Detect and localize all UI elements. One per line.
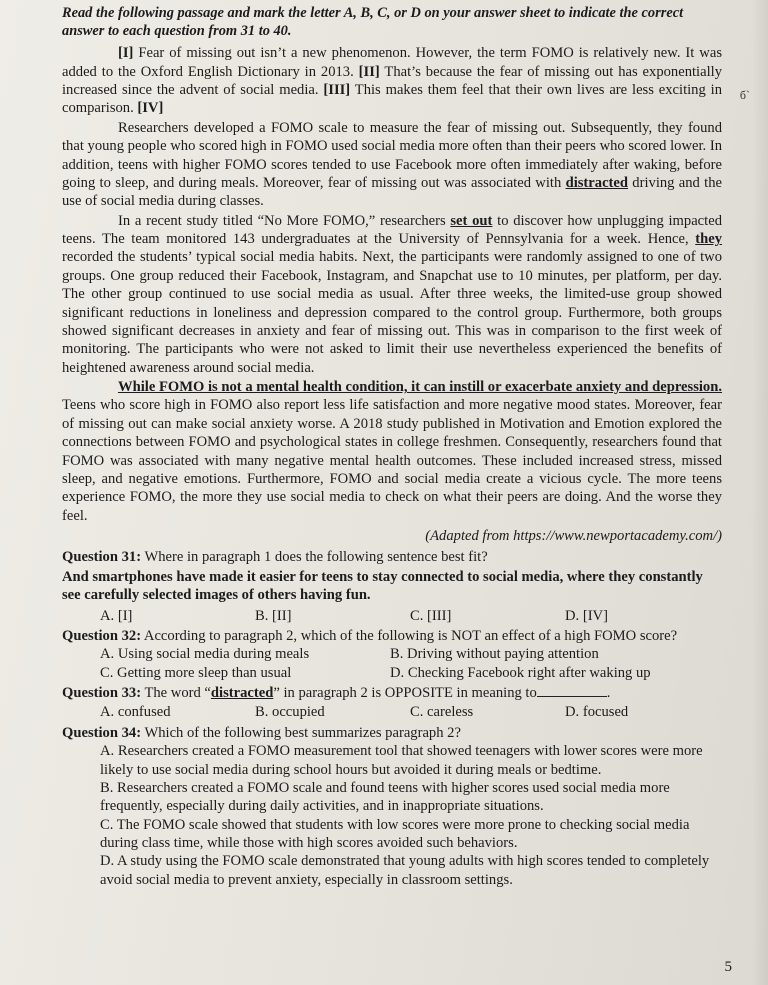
q31-text: Where in paragraph 1 does the following sentence best fit? [141,549,488,566]
q31-option-a[interactable]: A. [I] [100,607,133,624]
question-34 [62,724,722,889]
q32-option-c[interactable]: C. Getting more sleep than usual [100,664,292,681]
q33-text-2: ” in paragraph 2 is OPPOSITE in meaning to [273,685,537,702]
q32-option-b[interactable]: B. Driving without paying attention [390,646,599,663]
p3-text-2: to discover how unplugging impacted teens. The team monitored 143 undergraduates at the University of Pennsylvania for a week. Hence, [62,212,722,248]
q31-label: Question 31: [62,549,142,566]
q34-option-a[interactable]: A. Researchers created a FOMO measurement tool that showed teenagers with lower scores were more likely to use social media during school hours but avoided it during meals or bedtime. [100,743,703,778]
marker-3: [III] [323,82,351,99]
q31-option-c[interactable]: C. [III] [410,607,452,624]
source-citation: (Adapted from https://www.newportacademy.com/) [425,528,722,545]
paragraph-1 [62,44,722,118]
question-31 [62,548,722,625]
underlined-sentence: While FOMO is not a mental health condition, it can instill or exacerbate anxiety and depression. [118,379,722,396]
q32-label: Question 32: [62,627,142,644]
p2-text-2: driving and the use of social media during classes. [62,174,722,210]
q32-option-d[interactable]: D. Checking Facebook right after waking up [390,664,651,681]
q34-text: Which of the following best summarizes paragraph 2? [141,724,461,741]
q32-options-row-2 [62,664,722,682]
q33-option-a[interactable]: A. confused [100,704,171,721]
p3-text-3: recorded the students’ typical social media habits. Next, the participants were randomly assigned to one of two groups. One group reduced their Facebook, Instagram, and Snapchat use to 10 minutes, per platform, per day. The other group continued to use social media as usual. After three weeks, the limited-use group showed significant reductions in loneliness and depression compared to the control group. Furthermore, both groups showed significant decreases in anxiety and fear of missing out. This was in comparison to the first week of monitoring. The participants who were not asked to limit their use nevertheless experienced the benefits of heightened awareness around social media. [62,249,722,376]
marker-4: [IV] [137,100,164,117]
word-distracted: distracted [565,174,628,191]
q33-word: distracted [210,685,274,702]
p2-text-1: Researchers developed a FOMO scale to measure the fear of missing out. Subsequently, they found that young people who scored high in FOMO used social media more often than their peers who scored lower. In addition, teens with higher FOMO scores tended to use Facebook more often immediately after waking, before going to sleep, and during meals. Moreover, fear of missing out was associated with [62,119,722,191]
q32-options-row-1 [62,645,722,663]
p3-text-1: In a recent study titled “No More FOMO,” researchers [118,212,451,229]
word-they: they [695,231,722,248]
q31-sentence: And smartphones have made it easier for teens to stay connected to social media, where they constantly see carefully selected images of others having fun. [62,568,703,604]
q34-option-b[interactable]: B. Researchers created a FOMO scale and found teens with higher scores used social media more frequently, especially during daily activities, and in inappropriate situations. [100,779,670,815]
paragraph-3 [62,212,722,377]
q33-text-1: The word “ [141,685,211,702]
question-33 [62,684,722,722]
question-32 [62,627,722,682]
q33-option-c[interactable]: C. careless [410,704,474,721]
q31-option-d[interactable]: D. [IV] [565,607,608,624]
paragraph-2 [62,119,722,211]
margin-pencil-mark: б` [739,88,750,102]
q31-option-b[interactable]: B. [II] [255,607,292,624]
q32-option-a[interactable]: A. Using social media during meals [100,646,310,663]
q34-label: Question 34: [62,724,142,741]
page-number: 5 [724,959,732,976]
q34-option-d[interactable]: D. A study using the FOMO scale demonstrated that young adults with high scores tended to completely avoid social media to prevent anxiety, especially in classroom settings. [100,853,710,888]
q33-option-d[interactable]: D. focused [565,704,629,721]
q33-label: Question 33: [62,685,142,702]
p1-text-1: Fear of missing out isn’t a new phenomenon. However, the term FOMO is relatively new. It was added to the Oxford English Dictionary in 2013. [62,45,722,80]
instructions: Read the following passage and mark the letter A, B, C, or D on your answer sheet to indicate the correct answer to each question from 31 to 40. [62,5,684,40]
q33-end: . [606,685,611,702]
answer-blank[interactable] [537,696,607,697]
word-set-out: set out [450,212,493,229]
paragraph-4 [62,378,722,525]
q32-text: According to paragraph 2, which of the following is NOT an effect of a high FOMO score? [141,627,678,644]
p1-text-2: That’s because the fear of missing out has exponentially increased since the advent of social media. [62,63,722,99]
q33-option-b[interactable]: B. occupied [255,704,325,721]
q34-option-c[interactable]: C. The FOMO scale showed that students with low scores were more prone to checking social media during class time, while those with high scores avoided such behaviors. [100,816,690,852]
q31-options [62,607,722,625]
p1-text-3: This makes them feel that their own lives are less exciting in comparison. [62,82,723,117]
marker-2: [II] [358,63,380,80]
p4-text-1: Teens who score high in FOMO also report less life satisfaction and more negative mood states. Moreover, fear of missing out can make social anxiety worse. A 2018 study published in Motivation and Emotion explored the connections between FOMO and psychological states in college freshmen. Consequently, researchers found that FOMO was associated with many negative mental health outcomes. These included increased stress, missed sleep, and negative emotions. Furthermore, FOMO and social media create a vicious cycle. The more teens experience FOMO, the more they use social media to check on what their peers are doing. And the worse they feel. [62,397,722,524]
page-edge-shadow [752,0,768,985]
q33-options [62,703,722,721]
marker-1: [I] [118,45,134,62]
